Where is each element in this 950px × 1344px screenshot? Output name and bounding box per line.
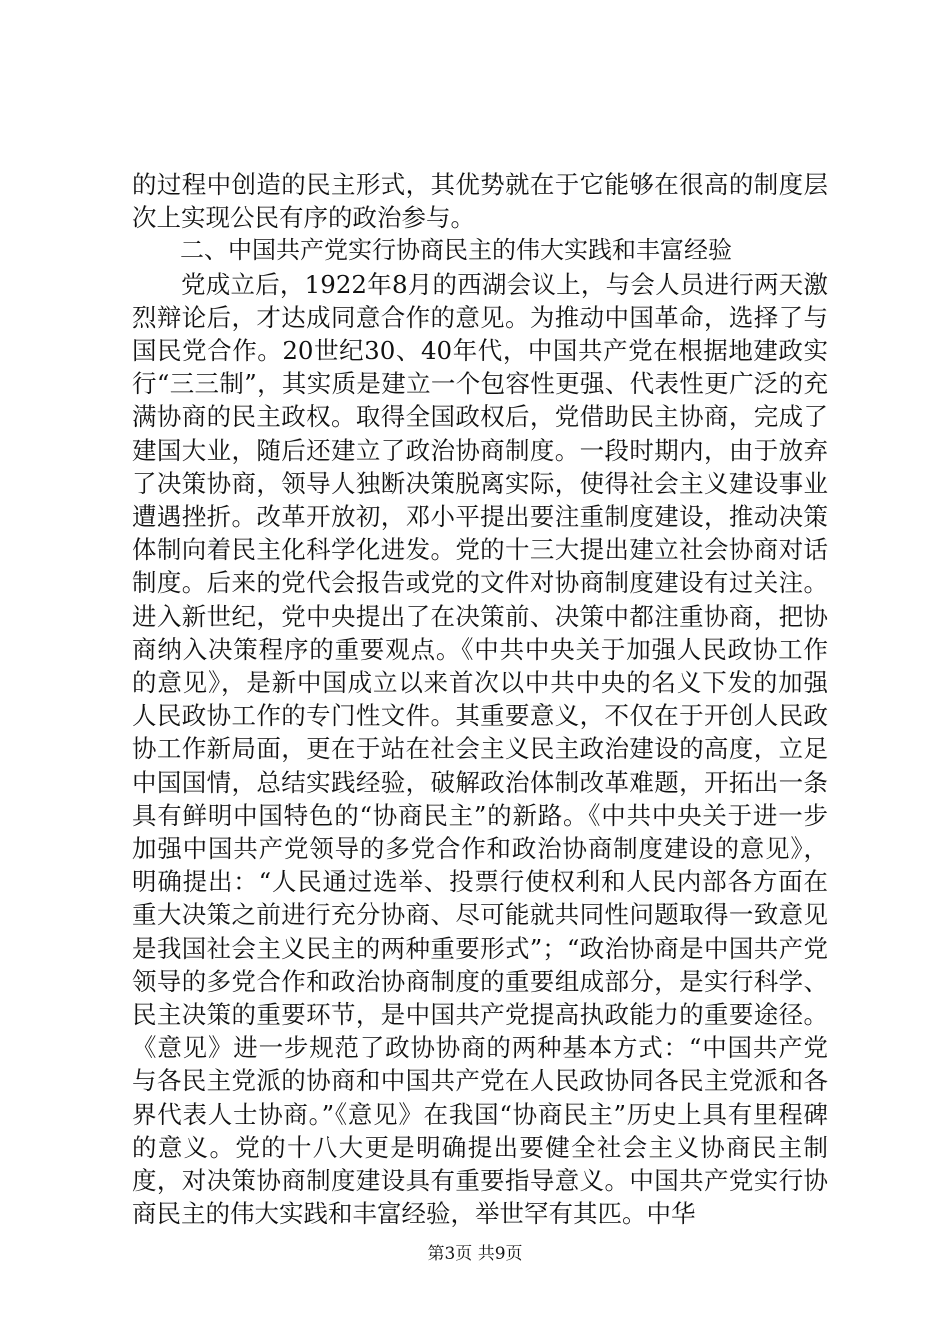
section-heading: 二、中国共产党实行协商民主的伟大实践和丰富经验 bbox=[180, 236, 732, 265]
paragraph-continuation: 的过程中创造的民主形式，其优势就在于它能够在很高的制度层次上实现公民有序的政治参与。 bbox=[132, 170, 828, 233]
page-number-indicator: 第3页 共9页 bbox=[427, 1244, 523, 1264]
page-footer bbox=[0, 1243, 950, 1265]
paragraph-body: 党成立后，1922年8月的西湖会议上，与会人员进行两天激烈辩论后，才达成同意合作的意见。为推动中国革命，选择了与国民党合作。20世纪30、40年代，中国共产党在根据地建政实行“三三制”，其实质是建立一个包容性更强、代表性更广泛的充满协商的民主政权。取得全国政权后，党借助民主协商，完成了建国大业，随后还建立了政治协商制度。一段时期内，由于放弃了决策协商，领导人独断决策脱离实际，使得社会主义建设事业遭遇挫折。改革开放初，邓小平提出要注重制度建设，推动决策体制向着民主化科学化进发。党的十三大提出建立社会协商对话制度。后来的党代会报告或党的文件对协商制度建设有过关注。进入新世纪，党中央提出了在决策前、决策中都注重协商，把协商纳入决策程序的重要观点。《中共中央关于加强人民政协工作的意见》，是新中国成立以来首次以中共中央的名义下发的加强人民政协工作的专门性文件。其重要意义，不仅在于开创人民政协工作新局面，更在于站在社会主义民主政治建设的高度，立足中国国情，总结实践经验，破解政治体制改革难题，开拓出一条具有鲜明中国特色的“协商民主”的新路。《中共中央关于进一步加强中国共产党领导的多党合作和政治协商制度建设的意见》，明确提出：“人民通过选举、投票行使权利和人民内部各方面在重大决策之前进行充分协商、尽可能就共同性问题取得一致意见是我国社会主义民主的两种重要形式”；“政治协商是中国共产党领导的多党合作和政治协商制度的重要组成部分，是实行科学、民主决策的重要环节，是中国共产党提高执政能力的重要途径。《意见》进一步规范了政协协商的两种基本方式：“中国共产党与各民主党派的协商和中国共产党在人民政协同各民主党派和各界代表人士协商。”《意见》在我国“协商民主”历史上具有里程碑的意义。党的十八大更是明确提出要健全社会主义协商民主制度，对决策协商制度建设具有重要指导意义。中国共产党实行协商民主的伟大实践和丰富经验，举世罕有其匹。中华 bbox=[132, 269, 828, 1229]
page-body bbox=[132, 168, 828, 1231]
